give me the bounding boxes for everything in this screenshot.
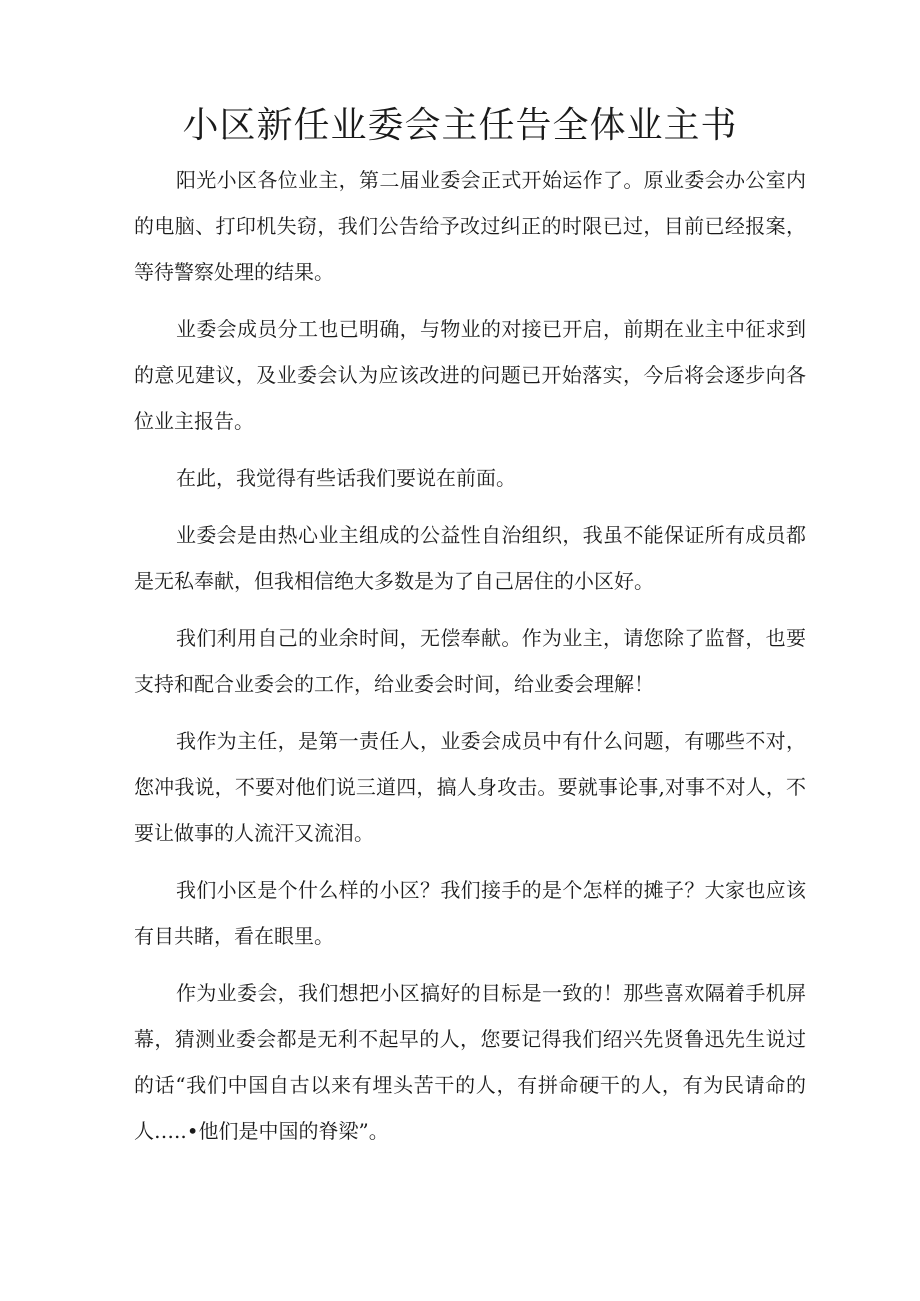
paragraph: 我作为主任，是第一责任人，业委会成员中有什么问题，有哪些不对，您冲我说，不要对他们说三道四，搞人身攻击。要就事论事,对事不对人，不要让做事的人流汗又流泪。 xyxy=(134,729,806,845)
paragraph: 我们小区是个什么样的小区？我们接手的是个怎样的摊子？大家也应该有目共睹，看在眼里。 xyxy=(134,878,806,948)
paragraph: 在此，我觉得有些话我们要说在前面。 xyxy=(176,466,516,490)
paragraph: 业委会成员分工也已明确，与物业的对接已开启，前期在业主中征求到的意见建议，及业委会认为应该改进的问题已开始落实，今后将会逐步向各位业主报告。 xyxy=(134,317,806,433)
paragraph: 阳光小区各位业主，第二届业委会正式开始运作了。原业委会办公室内的电脑、打印机失窃，我们公告给予改过纠正的时限已过，目前已经报案，等待警察处理的结果。 xyxy=(134,168,806,284)
paragraph: 我们利用自己的业余时间，无偿奉献。作为业主，请您除了监督，也要支持和配合业委会的工作，给业委会时间，给业委会理解！ xyxy=(134,626,806,696)
paragraph: 作为业委会，我们想把小区搞好的目标是一致的！那些喜欢隔着手机屏幕，猜测业委会都是无利不起早的人，您要记得我们绍兴先贤鲁迅先生说过的话“我们中国自古以来有埋头苦干的人，有拼命硬干的人，有为民请命的人…..•他们是中国的脊梁”。 xyxy=(134,981,806,1143)
paragraph: 业委会是由热心业主组成的公益性自治组织，我虽不能保证所有成员都是无私奉献，但我相信绝大多数是为了自己居住的小区好。 xyxy=(134,523,806,593)
document-title: 小区新任业委会主任告全体业主书 xyxy=(182,105,738,146)
document-body xyxy=(134,157,806,1165)
